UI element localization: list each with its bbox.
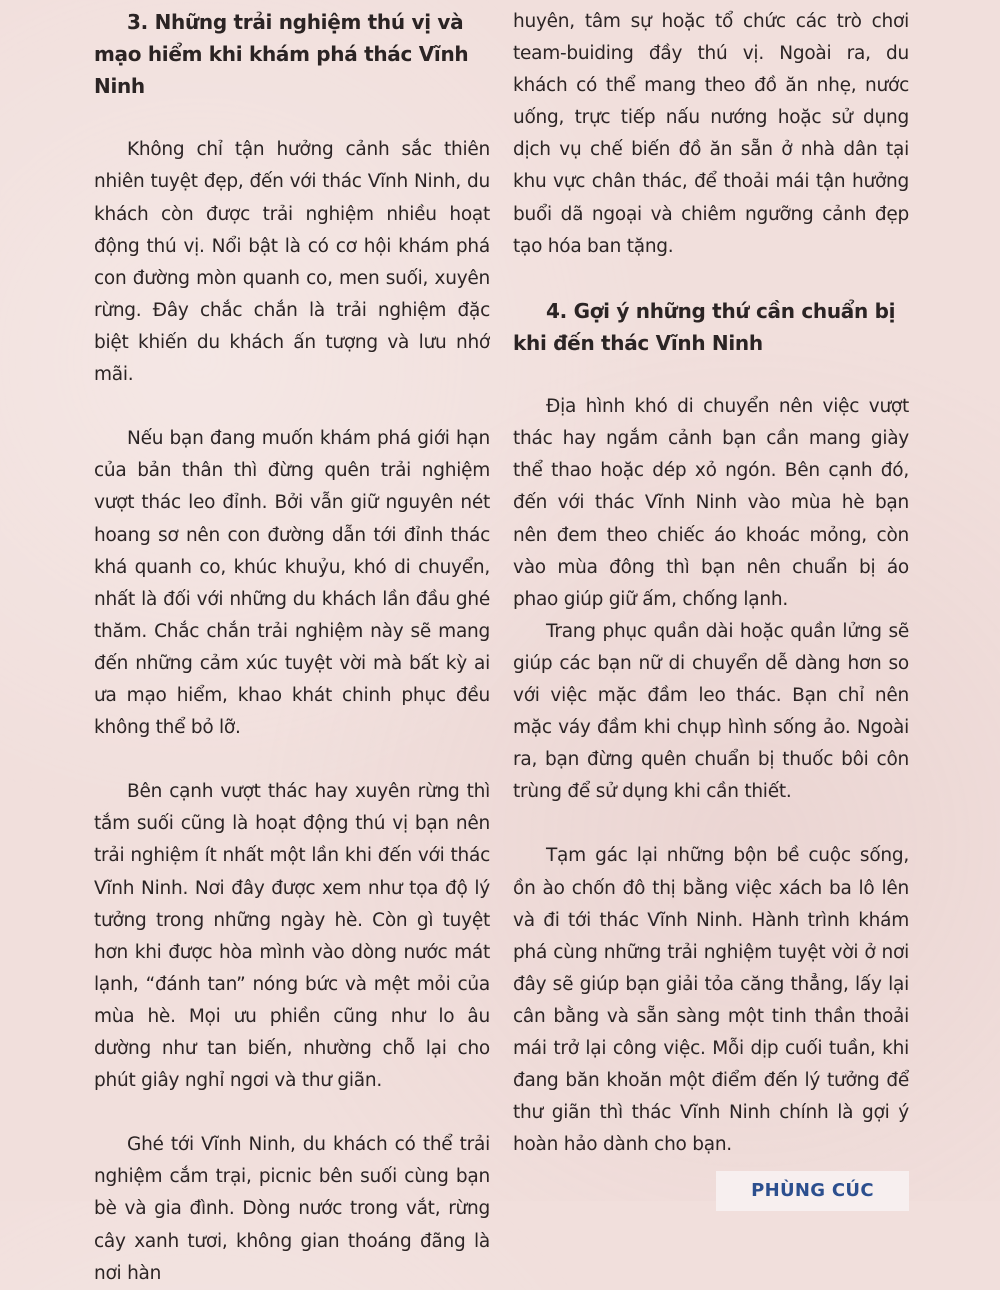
paragraph: Nếu bạn đang muốn khám phá giới hạn của bản thân thì đừng quên trải nghiệm vượt thác leo đỉnh. Bởi vẫn giữ nguyên nét hoang sơ nên con đường dẫn tới đỉnh thác khá quanh co, khúc khuỷu, khó di chuyển, nhất là đối với những du khách lần đầu ghé thăm. Chắc chắn trải nghiệm này sẽ mang đến những cảm xúc tuyệt vời mà bất kỳ ai ưa mạo hiểm, khao khát chinh phục đều không thể bỏ lỡ. (94, 428, 490, 739)
right-column (513, 6, 909, 1211)
paragraph: Tạm gác lại những bộn bề cuộc sống, ồn ào chốn đô thị bằng việc xách ba lô lên và đi tới thác Vĩnh Ninh. Hành trình khám phá cùng những trải nghiệm tuyệt vời ở nơi đây sẽ giúp bạn giải tỏa căng thẳng, lấy lại cân bằng và sẵn sàng một tinh thần thoải mái trở lại công việc. Mỗi dịp cuối tuần, khi đang băn khoăn một điểm đến lý tưởng để thư giãn thì thác Vĩnh Ninh chính là gợi ý hoàn hảo dành cho bạn. (513, 845, 909, 1156)
section-heading-3: 3. Những trải nghiệm thú vị và mạo hiểm khi khám phá thác Vĩnh Ninh (94, 10, 469, 99)
left-column (94, 6, 490, 1290)
author-name: PHÙNG CÚC (751, 1180, 874, 1202)
paragraph: Ghé tới Vĩnh Ninh, du khách có thể trải nghiệm cắm trại, picnic bên suối cùng bạn bè và gia đình. Dòng nước trong vắt, rừng cây xanh tươi, không gian thoáng đãng là nơi hàn (94, 1134, 490, 1284)
paragraph: Địa hình khó di chuyển nên việc vượt thác hay ngắm cảnh bạn cần mang giày thể thao hoặc dép xỏ ngón. Bên cạnh đó, đến với thác Vĩnh Ninh vào mùa hè bạn nên đem theo chiếc áo khoác mỏng, còn vào mùa đông thì bạn nên chuẩn bị áo phao giúp giữ ấm, chống lạnh. (513, 396, 909, 610)
section-heading-4: 4. Gợi ý những thứ cần chuẩn bị khi đến thác Vĩnh Ninh (513, 298, 896, 355)
author-box (716, 1171, 909, 1211)
paragraph: Bên cạnh vượt thác hay xuyên rừng thì tắm suối cũng là hoạt động thú vị bạn nên trải nghiệm ít nhất một lần khi đến với thác Vĩnh Ninh. Nơi đây được xem như tọa độ lý tưởng trong những ngày hè. Còn gì tuyệt hơn khi được hòa mình vào dòng nước mát lạnh, “đánh tan” nóng bức và mệt mỏi của mùa hè. Mọi ưu phiền cũng như lo âu dường như tan biến, nhường chỗ lại cho phút giây nghỉ ngơi và thư giãn. (94, 781, 490, 1092)
paragraph: Trang phục quần dài hoặc quần lửng sẽ giúp các bạn nữ di chuyển dễ dàng hơn so với việc mặc đầm leo thác. Bạn chỉ nên mặc váy đầm khi chụp hình sống ảo. Ngoài ra, bạn đừng quên chuẩn bị thuốc bôi côn trùng để sử dụng khi cần thiết. (513, 620, 909, 803)
paragraph-continuation: huyên, tâm sự hoặc tổ chức các trò chơi team-buiding đầy thú vị. Ngoài ra, du khách có thể mang theo đồ ăn nhẹ, nước uống, trực tiếp nấu nướng hoặc sử dụng dịch vụ chế biến đồ ăn sẵn ở nhà dân tại khu vực chân thác, để thoải mái tận hưởng buổi dã ngoại và chiêm ngưỡng cảnh đẹp tạo hóa ban tặng. (513, 11, 909, 257)
paragraph: Không chỉ tận hưởng cảnh sắc thiên nhiên tuyệt đẹp, đến với thác Vĩnh Ninh, du khách còn được trải nghiệm nhiều hoạt động thú vị. Nổi bật là có cơ hội khám phá con đường mòn quanh co, men suối, xuyên rừng. Đây chắc chắn là trải nghiệm đặc biệt khiến du khách ấn tượng và lưu nhớ mãi. (94, 139, 490, 386)
